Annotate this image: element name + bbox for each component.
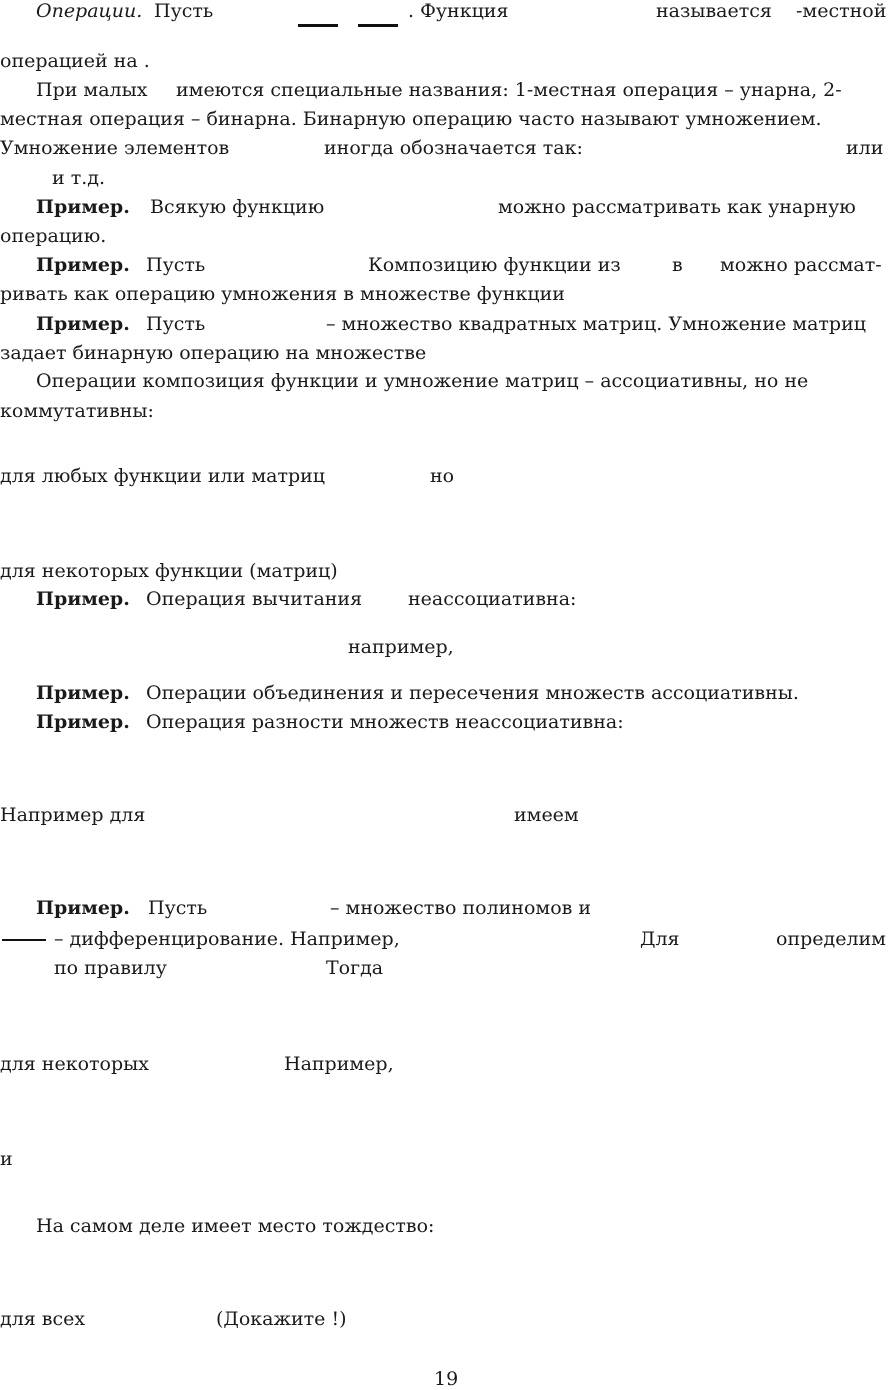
text-let: Пусть (154, 0, 214, 22)
text-line: Умножение элементов (0, 137, 230, 159)
text-line: или (846, 137, 884, 159)
text-line: Например для (0, 804, 146, 826)
text-line: Пусть (146, 254, 206, 276)
formula-bar (2, 939, 46, 941)
text-line: Операция разности множеств неассоциативна: (146, 711, 624, 733)
text-line: можно рассмат- (720, 254, 882, 276)
text-line: определим (776, 928, 886, 950)
text-line: для некоторых (0, 1053, 149, 1075)
text-line: например, (348, 636, 454, 658)
text-line: и (0, 1148, 13, 1170)
text-line: иногда обозначается так: (324, 137, 583, 159)
text-line: имеем (514, 804, 579, 826)
example-label: Пример. (36, 682, 130, 704)
text-line: но (430, 465, 455, 487)
text-line: Всякую функцию (150, 196, 325, 218)
example-label: Пример. (36, 254, 130, 276)
text-line: Композицию функции из (368, 254, 621, 276)
text-line: Операции объединения и пересечения множеств ассоциативны. (146, 682, 799, 704)
text-line: по правилу (54, 957, 167, 979)
text-function: . Функция (408, 0, 509, 22)
formula-bar (298, 24, 338, 27)
text-called: называется (656, 0, 772, 22)
text-line: Операции композиция функции и умножение матриц – ассоциативны, но не (36, 370, 809, 392)
example-label: Пример. (36, 196, 130, 218)
text-line: и т.д. (52, 167, 105, 189)
term-operations: Операции. (36, 0, 143, 22)
page-number: 19 (434, 1368, 459, 1390)
text-line: На самом деле имеет место тождество: (36, 1215, 435, 1237)
text-ary: -местной (796, 0, 887, 22)
text-line: – множество полиномов и (330, 897, 592, 919)
text-line: ривать как операцию умножения в множестве функции (0, 283, 565, 305)
example-label: Пример. (36, 588, 130, 610)
text-line: можно рассматривать как унарную (498, 196, 856, 218)
text-line: Пусть (146, 313, 206, 335)
text-line: для некоторых функции (матриц) (0, 560, 338, 582)
text-line: При малых (36, 79, 148, 101)
text-line: для любых функции или матриц (0, 465, 325, 487)
formula-bar (358, 24, 398, 27)
text-line: – множество квадратных матриц. Умножение матриц (326, 313, 866, 335)
example-label: Пример. (36, 897, 130, 919)
text-line: задает бинарную операцию на множестве (0, 342, 427, 364)
text-line: Например, (284, 1053, 394, 1075)
text-line: Операция вычитания (146, 588, 363, 610)
text-line: неассоциативна: (408, 588, 577, 610)
text-line: имеются специальные названия: 1-местная операция – унарна, 2- (176, 79, 842, 101)
example-label: Пример. (36, 313, 130, 335)
text-line: операцию. (0, 225, 107, 247)
text-line: для всех (0, 1308, 86, 1330)
example-label: Пример. (36, 711, 130, 733)
text-line: Тогда (326, 957, 384, 979)
text-line: местная операция – бинарна. Бинарную операцию часто называют умножением. (0, 108, 822, 130)
text-line: операцией на . (0, 50, 150, 72)
text-line: в (672, 254, 683, 276)
text-line: Для (640, 928, 680, 950)
text-line: – дифференцирование. Например, (54, 928, 400, 950)
text-line: коммутативны: (0, 400, 154, 422)
text-line: Пусть (148, 897, 208, 919)
text-line: (Докажите !) (216, 1308, 347, 1330)
